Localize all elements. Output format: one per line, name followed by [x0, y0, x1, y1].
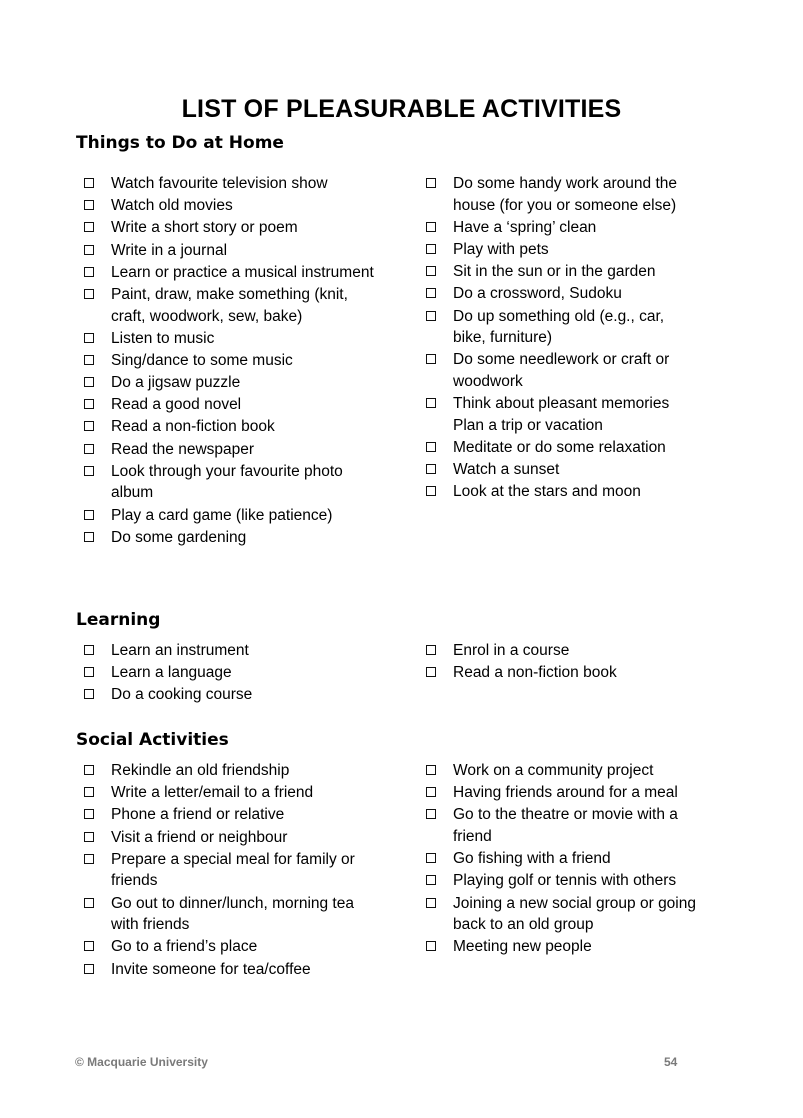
checkbox[interactable]	[426, 765, 436, 775]
checklist-item-label: Write in a journal	[111, 241, 228, 259]
checklist-item	[418, 760, 698, 782]
checklist-item	[418, 848, 698, 870]
checklist-item	[76, 461, 376, 504]
checklist-item	[418, 173, 698, 216]
checklist-item-label: Do up something old (e.g., car, bike, furniture)	[453, 307, 665, 347]
checkbox[interactable]	[84, 941, 94, 951]
checklist-item-label: Have a ‘spring’ clean	[453, 218, 597, 236]
checkbox[interactable]	[84, 333, 94, 343]
checkbox[interactable]	[84, 510, 94, 520]
checklist-item	[418, 640, 698, 662]
checklist-item	[76, 394, 376, 416]
checklist-item	[418, 936, 698, 958]
checkbox[interactable]	[426, 645, 436, 655]
checklist-item	[76, 827, 376, 849]
checklist-item-label: Phone a friend or relative	[111, 806, 285, 824]
checkbox[interactable]	[426, 809, 436, 819]
checkbox[interactable]	[426, 222, 436, 232]
checkbox[interactable]	[426, 875, 436, 885]
checklist-item-label: Joining a new social group or going back to an old group	[453, 894, 696, 934]
checklist-item-label: Paint, draw, make something (knit, craft, woodwork, sew, bake)	[111, 285, 348, 325]
checkbox[interactable]	[84, 355, 94, 365]
checkbox[interactable]	[426, 311, 436, 321]
checklist-item-label: Learn or practice a musical instrument	[111, 263, 374, 281]
home-right-list	[418, 173, 698, 503]
checkbox[interactable]	[426, 941, 436, 951]
checkbox[interactable]	[84, 854, 94, 864]
checklist-item	[418, 261, 698, 283]
checklist-item-label: Sing/dance to some music	[111, 351, 293, 369]
home-left-list	[76, 173, 376, 549]
checklist-item	[76, 505, 376, 527]
checklist-item-label: Prepare a special meal for family or friends	[111, 850, 355, 890]
checklist-item	[76, 195, 376, 217]
checklist-item	[76, 893, 376, 936]
checkbox[interactable]	[84, 289, 94, 299]
checklist-item-label: Read the newspaper	[111, 440, 255, 458]
checklist-item	[418, 870, 698, 892]
checklist-item-label: Look at the stars and moon	[453, 483, 641, 501]
checklist-item	[418, 306, 698, 349]
checkbox[interactable]	[84, 377, 94, 387]
checklist-item-label: Write a letter/email to a friend	[111, 784, 314, 802]
footer-copyright: © Macquarie University	[75, 1055, 208, 1069]
checklist-item-label: Watch favourite television show	[111, 175, 328, 192]
checklist-item-label: Read a good novel	[111, 396, 242, 414]
checklist-item-label: Playing golf or tennis with others	[453, 872, 677, 890]
checklist-item-label: Having friends around for a meal	[453, 784, 678, 802]
checkbox[interactable]	[84, 245, 94, 255]
checklist-item	[76, 328, 376, 350]
checklist-item	[418, 283, 698, 305]
checkbox[interactable]	[426, 442, 436, 452]
checklist-item-label: Sit in the sun or in the garden	[453, 263, 656, 281]
checkbox[interactable]	[426, 853, 436, 863]
checklist-item-label: Do some gardening	[111, 528, 247, 546]
checkbox[interactable]	[426, 354, 436, 364]
checklist-item-label: Invite someone for tea/coffee	[111, 960, 311, 978]
checklist-item	[76, 936, 376, 958]
checkbox[interactable]	[426, 667, 436, 677]
checklist-item-label: Watch old movies	[111, 197, 233, 215]
checklist-item-label: Meditate or do some relaxation	[453, 438, 666, 456]
checkbox[interactable]	[84, 964, 94, 974]
checklist-item-label: Play a card game (like patience)	[111, 506, 333, 524]
section-heading-social: Social Activities	[76, 730, 229, 750]
checklist-item	[418, 217, 698, 239]
checklist-item-label: Go to a friend’s place	[111, 938, 258, 956]
checklist-item-label: Write a short story or poem	[111, 219, 298, 237]
checklist-item	[418, 239, 698, 261]
checklist-item-label: Do a jigsaw puzzle	[111, 374, 241, 392]
checklist-item-label: Look through your favourite photo album	[111, 462, 343, 502]
checklist-item	[76, 760, 376, 782]
checkbox[interactable]	[84, 532, 94, 542]
checklist-item	[418, 481, 698, 503]
checkbox[interactable]	[426, 244, 436, 254]
checklist-item-label: Think about pleasant memories Plan a trip or vacation	[453, 395, 670, 434]
checklist-item-label: Listen to music	[111, 329, 215, 347]
checklist-item	[418, 804, 698, 847]
checkbox[interactable]	[84, 689, 94, 699]
checklist-item-label: Play with pets	[453, 240, 549, 258]
checkbox[interactable]	[84, 667, 94, 677]
checklist-item	[76, 640, 376, 662]
page-number: 54	[664, 1055, 678, 1069]
checklist-item	[76, 804, 376, 826]
checklist-item-label: Go fishing with a friend	[453, 850, 611, 868]
checklist-item-label: Meeting new people	[453, 938, 592, 956]
checkbox[interactable]	[84, 222, 94, 232]
social-right-list	[418, 760, 698, 959]
checklist-item	[76, 173, 376, 195]
checkbox[interactable]	[426, 486, 436, 496]
page-title: LIST OF PLEASURABLE ACTIVITIES	[181, 95, 622, 123]
checklist-item-label: Do some needlework or craft or woodwork	[453, 351, 670, 390]
checkbox[interactable]	[426, 266, 436, 276]
checkbox[interactable]	[84, 832, 94, 842]
checklist-item	[418, 782, 698, 804]
checklist-item-label: Go to the theatre or movie with a friend	[453, 806, 678, 845]
checklist-item	[76, 527, 376, 549]
checkbox[interactable]	[84, 765, 94, 775]
checkbox[interactable]	[426, 398, 436, 408]
checkbox[interactable]	[84, 200, 94, 210]
checkbox[interactable]	[84, 399, 94, 409]
checklist-item	[76, 372, 376, 394]
checkbox[interactable]	[426, 288, 436, 298]
checkbox[interactable]	[84, 645, 94, 655]
checklist-item	[76, 782, 376, 804]
checklist-item-label: Visit a friend or neighbour	[111, 828, 288, 846]
checklist-item-label: Read a non-fiction book	[111, 418, 275, 436]
checklist-item-label: Go out to dinner/lunch, morning tea with friends	[111, 894, 354, 934]
checkbox[interactable]	[426, 464, 436, 474]
checkbox[interactable]	[84, 787, 94, 797]
checklist-item-label: Read a non-fiction book	[453, 664, 617, 682]
checklist-item	[76, 262, 376, 284]
checkbox[interactable]	[84, 898, 94, 908]
checklist-item	[76, 959, 376, 981]
checklist-item-label: Do some handy work around the house (for you or someone else)	[453, 175, 678, 214]
checklist-item	[76, 240, 376, 262]
social-left-list	[76, 760, 376, 981]
checkbox[interactable]	[426, 787, 436, 797]
checklist-item	[76, 849, 376, 892]
checklist-item-label: Learn an instrument	[111, 642, 249, 659]
section-heading-learning: Learning	[76, 610, 161, 630]
checklist-item	[76, 217, 376, 239]
checklist-item-label: Learn a language	[111, 664, 232, 682]
section-heading-home: Things to Do at Home	[76, 133, 284, 153]
checkbox[interactable]	[84, 421, 94, 431]
checklist-item-label: Work on a community project	[453, 762, 654, 779]
checklist-item	[418, 459, 698, 481]
checklist-item-label: Do a crossword, Sudoku	[453, 285, 622, 303]
checkbox[interactable]	[426, 178, 436, 188]
checklist-item	[418, 893, 698, 936]
checkbox[interactable]	[84, 267, 94, 277]
checklist-item-label: Enrol in a course	[453, 642, 570, 659]
checkbox[interactable]	[84, 809, 94, 819]
checklist-item	[76, 284, 376, 327]
learning-right-list	[418, 640, 698, 684]
checkbox[interactable]	[426, 898, 436, 908]
checklist-item-label: Watch a sunset	[453, 461, 560, 479]
checklist-item	[76, 684, 376, 706]
checklist-item-label: Do a cooking course	[111, 686, 253, 704]
checklist-item	[76, 439, 376, 461]
checklist-item	[76, 350, 376, 372]
checklist-item-label: Rekindle an old friendship	[111, 762, 290, 779]
checkbox[interactable]	[84, 178, 94, 188]
checklist-item	[418, 349, 698, 392]
checklist-item	[418, 393, 698, 436]
checklist-item	[418, 662, 698, 684]
learning-left-list	[76, 640, 376, 707]
checklist-item	[418, 437, 698, 459]
checkbox[interactable]	[84, 466, 94, 476]
checklist-item	[76, 662, 376, 684]
checklist-item	[76, 416, 376, 438]
checkbox[interactable]	[84, 444, 94, 454]
